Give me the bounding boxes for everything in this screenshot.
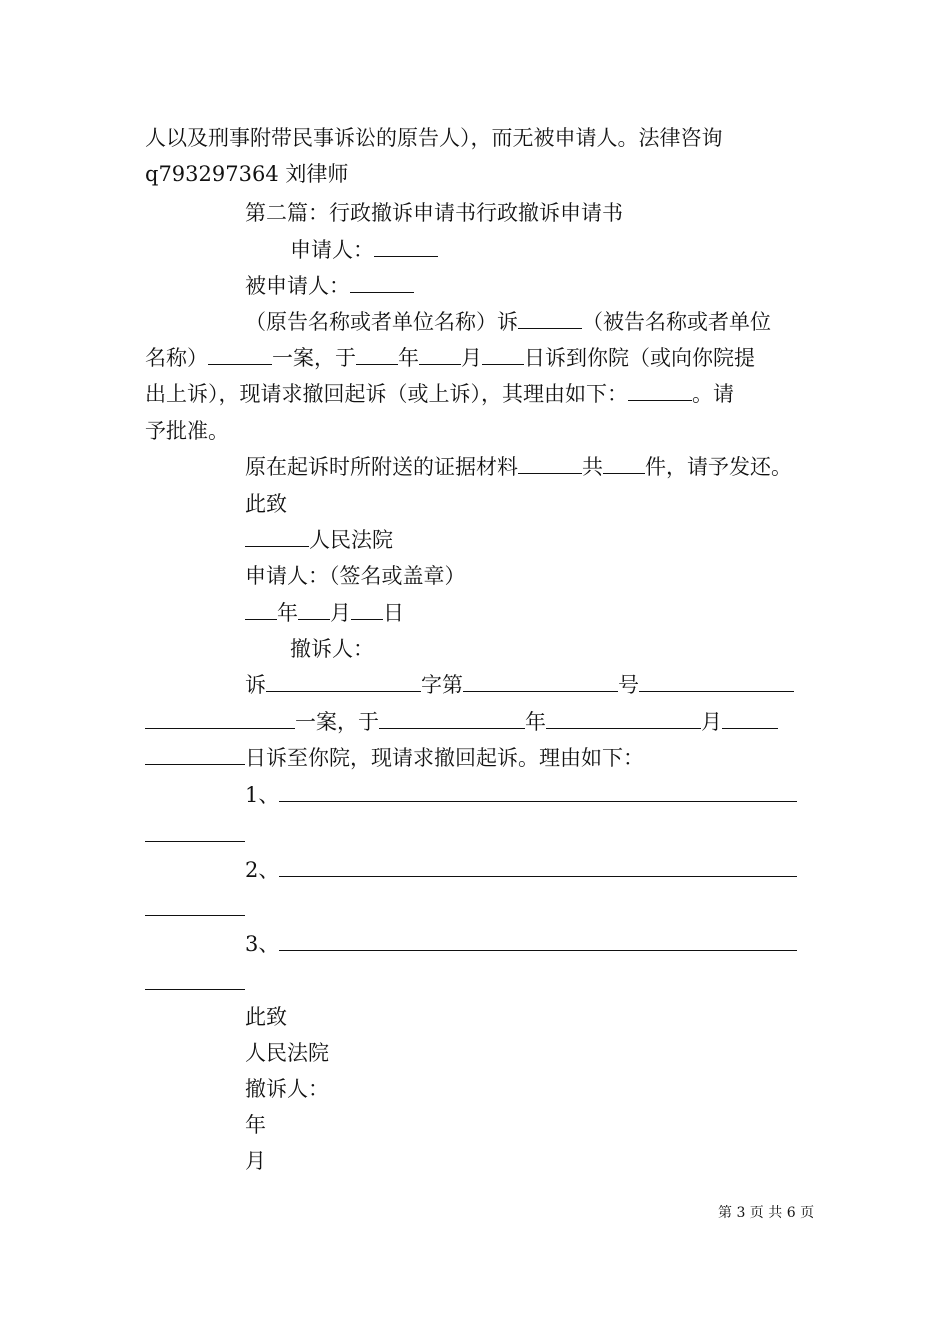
case-line: 日诉至你院，现请求撤回起诉。理由如下： — [145, 745, 644, 771]
blank-line — [419, 345, 461, 365]
blank-line — [350, 273, 414, 293]
blank-line — [245, 527, 309, 547]
year-line: 年 — [245, 1113, 266, 1137]
signature-line: 申请人：（签名或盖章） — [245, 564, 466, 588]
case-line: 一案，于 年 月 — [145, 709, 778, 735]
month-line: 月 — [245, 1149, 266, 1173]
withdrawer-line: 撤诉人： — [245, 1077, 329, 1101]
section-title: 第二篇：行政撤诉申请书行政撤诉申请书 — [245, 201, 623, 225]
blank-line — [145, 970, 245, 990]
blank-line — [145, 822, 245, 842]
body-line: 出上诉），现请求撤回起诉（或上诉），其理由如下： 。请 — [145, 382, 734, 406]
blank-line — [603, 454, 645, 474]
blank-line — [266, 672, 421, 692]
reason-item: 2、 — [245, 857, 797, 883]
blank-line — [145, 896, 245, 916]
applicant-line: 申请人： — [290, 237, 438, 263]
evidence-line: 原在起诉时所附送的证据材料 共 件，请予发还。 — [245, 455, 792, 479]
reason-continuation — [145, 896, 245, 922]
greeting: 此致 — [245, 1005, 287, 1029]
blank-line — [208, 345, 272, 365]
body-line: 予批准。 — [145, 419, 229, 443]
blank-line — [351, 600, 383, 620]
blank-line — [356, 345, 398, 365]
case-line: 诉 字第 号 — [245, 672, 794, 698]
blank-line — [639, 672, 794, 692]
blank-line — [463, 672, 618, 692]
blank-line — [546, 709, 701, 729]
blank-line — [628, 381, 692, 401]
greeting: 此致 — [245, 492, 287, 516]
blank-line — [374, 237, 438, 257]
court-line: 人民法院 — [245, 527, 393, 553]
reason-item: 3、 — [245, 931, 797, 957]
blank-line — [482, 345, 524, 365]
page-number: 第 3 页 共 6 页 — [718, 1205, 815, 1221]
blank-line — [518, 454, 582, 474]
body-line: q793297364 刘律师 — [145, 162, 349, 186]
reason-continuation — [145, 822, 245, 848]
court-line: 人民法院 — [245, 1041, 329, 1065]
body-line: 名称） 一案，于 年 月 日诉到你院（或向你院提 — [145, 346, 755, 370]
reason-continuation — [145, 970, 245, 996]
blank-line — [279, 782, 797, 802]
reason-item: 1、 — [245, 782, 797, 808]
withdrawer-line: 撤诉人： — [290, 637, 374, 661]
blank-line — [379, 709, 525, 729]
body-line: 人以及刑事附带民事诉讼的原告人），而无被申请人。法律咨询 — [145, 126, 723, 150]
blank-line — [145, 709, 295, 729]
date-line: 年 月 日 — [245, 600, 404, 626]
blank-line — [245, 600, 277, 620]
body-line: （原告名称或者单位名称）诉 （被告名称或者单位 — [245, 310, 771, 334]
blank-line — [145, 745, 245, 765]
blank-line — [298, 600, 330, 620]
respondent-line: 被申请人： — [245, 273, 414, 299]
blank-line — [722, 709, 778, 729]
blank-line — [279, 857, 797, 877]
blank-line — [279, 931, 797, 951]
blank-line — [518, 309, 582, 329]
